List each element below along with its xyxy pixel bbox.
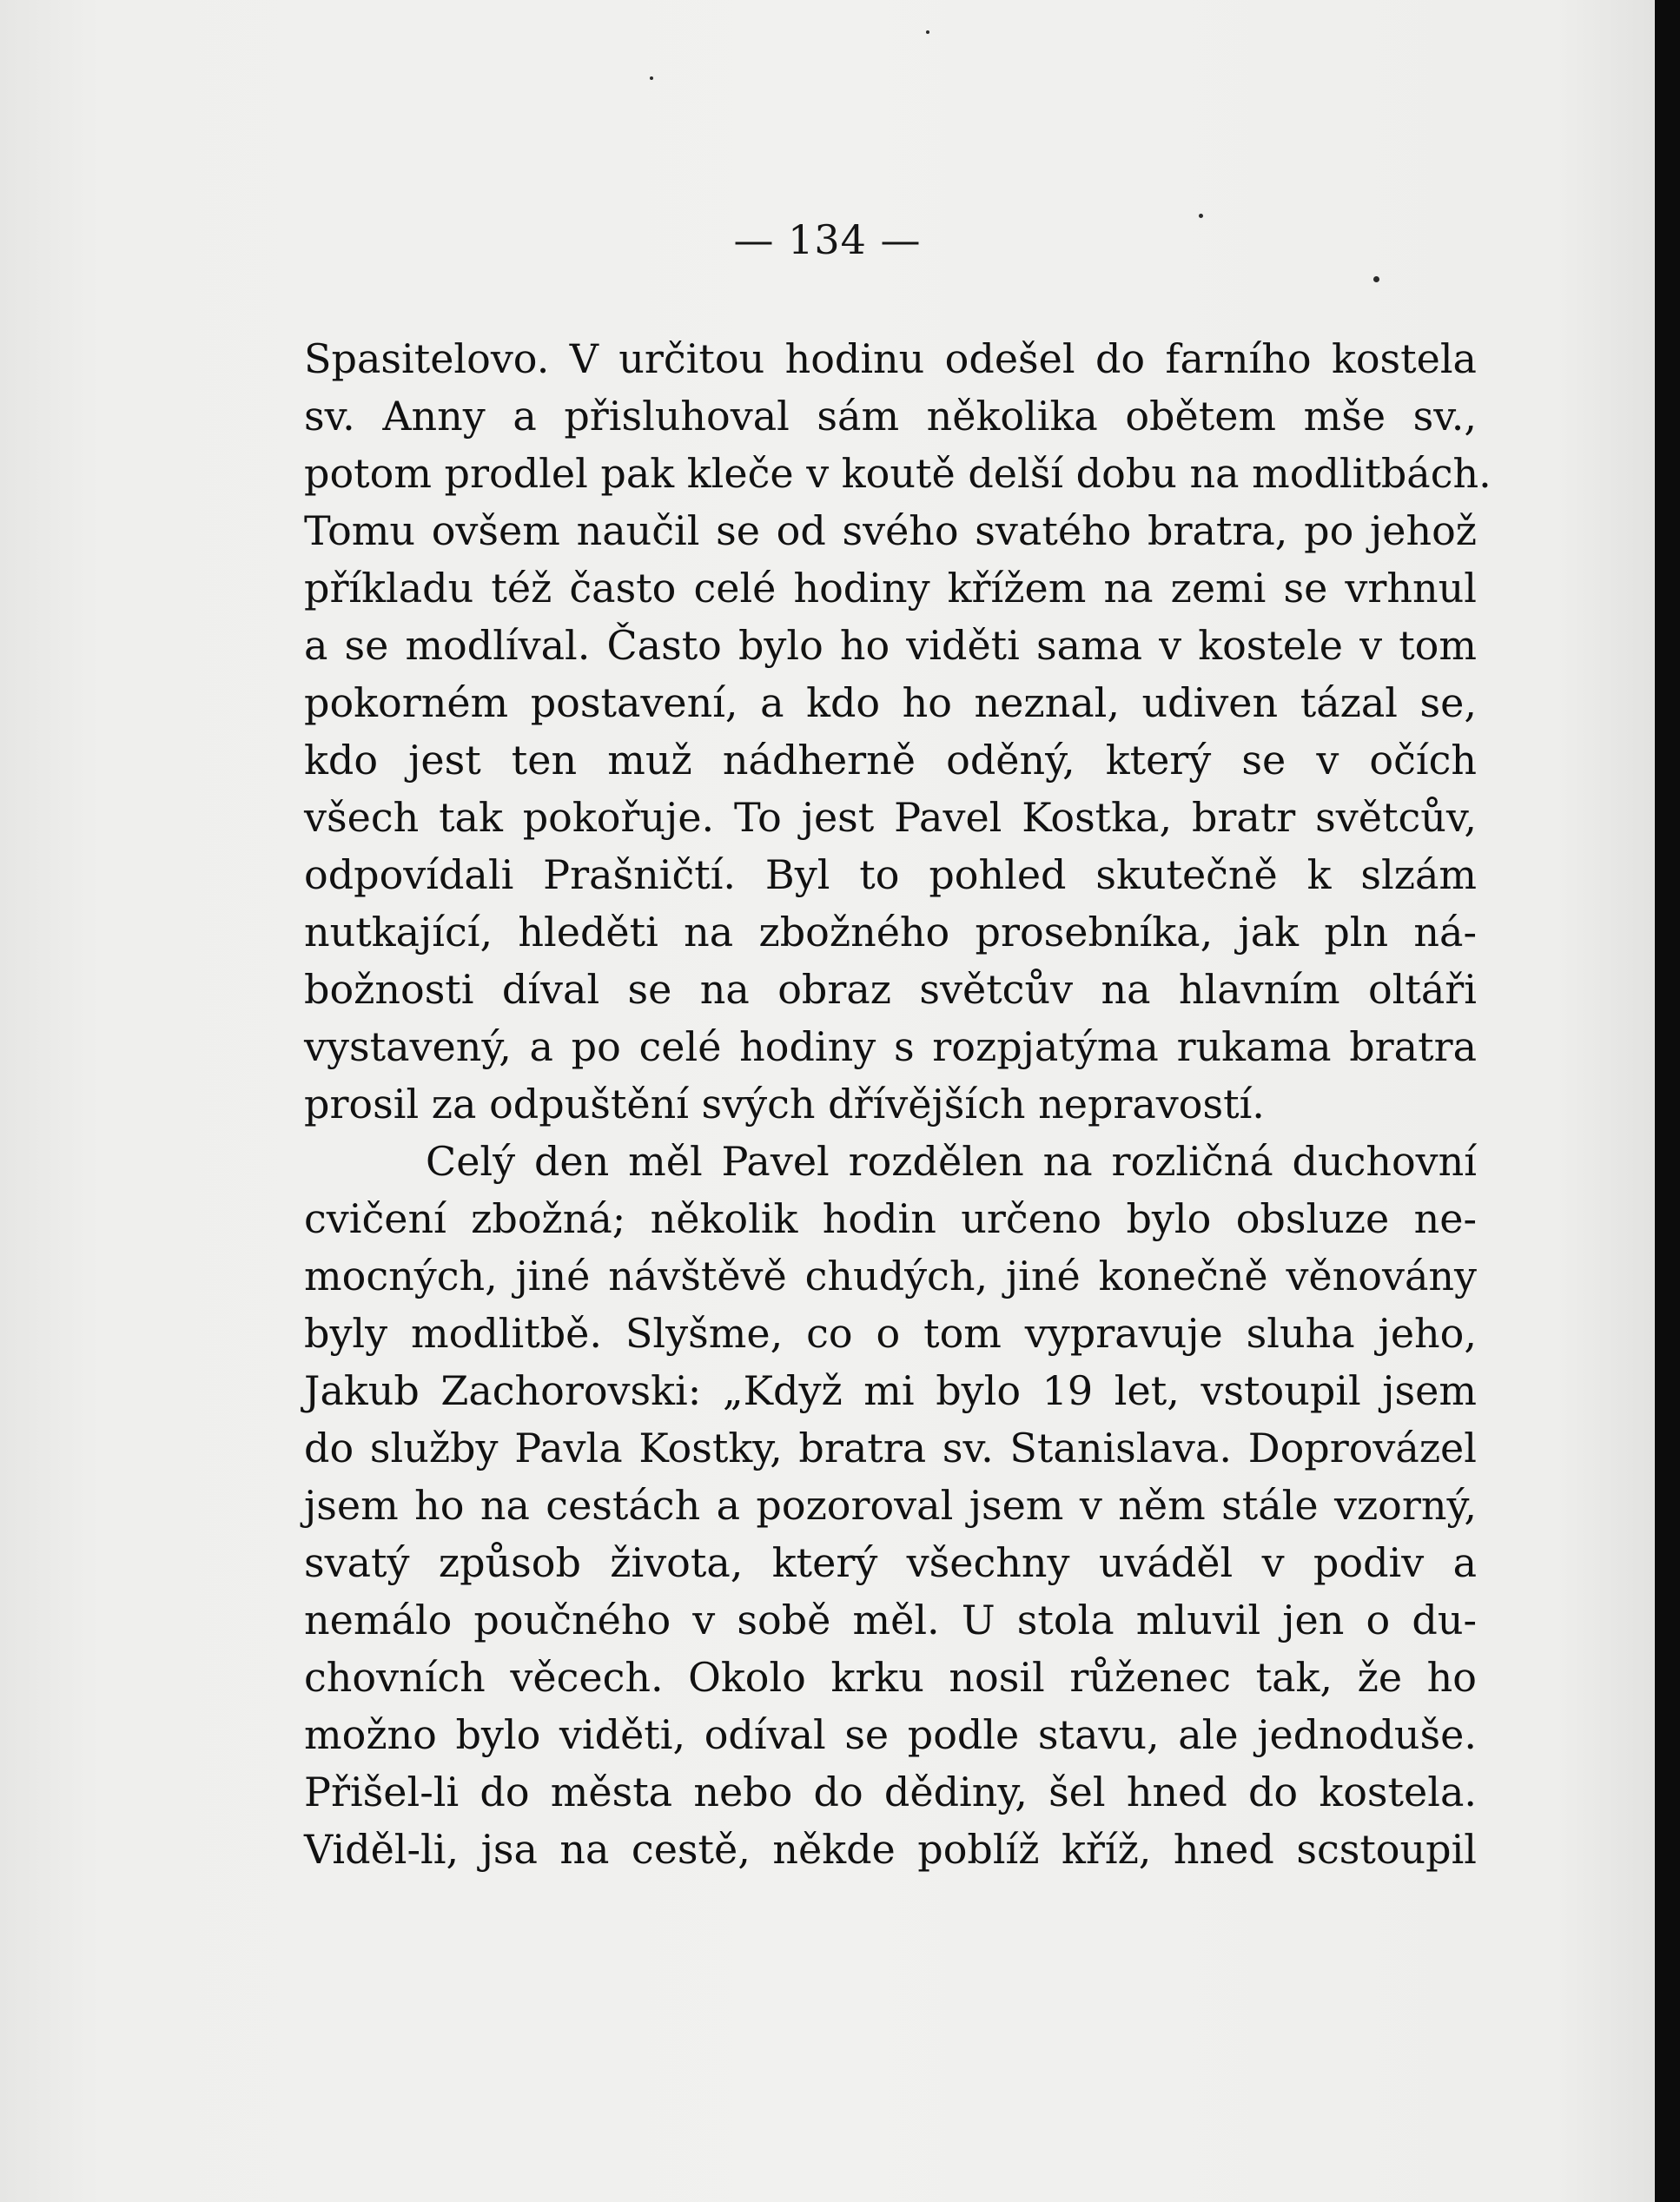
text-line: pokorném postavení, a kdo ho neznal, udiven tázal se, — [304, 679, 1477, 726]
body-text — [304, 330, 1491, 1878]
text-line: příkladu též často celé hodiny křížem na zemi se vrhnul — [304, 565, 1477, 612]
text-line: vystavený, a po celé hodiny s rozpjatýma rukama bratra — [304, 1023, 1477, 1070]
text-line: do služby Pavla Kostky, bratra sv. Stanislava. Doprovázel — [304, 1425, 1477, 1471]
paper-speck — [926, 30, 929, 34]
page-number: — 134 — — [733, 216, 922, 263]
text-line: božnosti díval se na obraz světcův na hlavním oltáři — [304, 966, 1477, 1013]
text-line: jsem ho na cestách a pozoroval jsem v něm stále vzorný, — [304, 1482, 1477, 1529]
text-line: Tomu ovšem naučil se od svého svatého bratra, po jehož — [304, 507, 1477, 554]
text-line: mocných, jiné návštěvě chudých, jiné konečně věnovány — [304, 1253, 1477, 1299]
text-line-paragraph-start: Celý den měl Pavel rozdělen na rozličná duchovní — [426, 1138, 1477, 1185]
text-line: potom prodlel pak kleče v koutě delší dobu na modlitbách. — [304, 450, 1491, 497]
text-line: sv. Anny a přisluhoval sám několika obětem mše sv., — [304, 393, 1477, 440]
text-line: byly modlitbě. Slyšme, co o tom vypravuje sluha jeho, — [304, 1310, 1477, 1357]
text-line: všech tak pokořuje. To jest Pavel Kostka, bratr světcův, — [304, 794, 1477, 841]
paper-speck — [1373, 276, 1379, 282]
text-line: nutkající, hleděti na zbožného prosebníka, jak pln ná- — [304, 909, 1477, 956]
text-line: Přišel-li do města nebo do dědiny, šel hned do kostela. — [304, 1769, 1477, 1815]
text-line-paragraph-end: prosil za odpuštění svých dřívějších nepravostí. — [304, 1081, 1265, 1127]
text-line: Jakub Zachorovski: „Když mi bylo 19 let, vstoupil jsem — [304, 1367, 1477, 1414]
text-line: možno bylo viděti, odíval se podle stavu, ale jednoduše. — [304, 1711, 1477, 1758]
text-line: cvičení zbožná; několik hodin určeno bylo obsluze ne- — [304, 1195, 1477, 1242]
text-line: svatý způsob života, který všechny uváděl v podiv a — [304, 1539, 1477, 1586]
text-line: a se modlíval. Často bylo ho viděti sama v kostele v tom — [304, 622, 1477, 669]
text-line: chovních věcech. Okolo krku nosil růženec tak, že ho — [304, 1654, 1477, 1701]
paper-speck — [650, 76, 653, 80]
text-line: nemálo poučného v sobě měl. U stola mluvil jen o du- — [304, 1597, 1477, 1643]
text-line: Viděl-li, jsa na cestě, někde poblíž kříž, hned scstoupil — [304, 1826, 1477, 1873]
text-line: kdo jest ten muž nádherně oděný, který se v očích — [304, 737, 1477, 784]
text-line: Spasitelovo. V určitou hodinu odešel do farního kostela — [304, 335, 1477, 382]
text-line: odpovídali Prašničtí. Byl to pohled skutečně k slzám — [304, 851, 1477, 898]
